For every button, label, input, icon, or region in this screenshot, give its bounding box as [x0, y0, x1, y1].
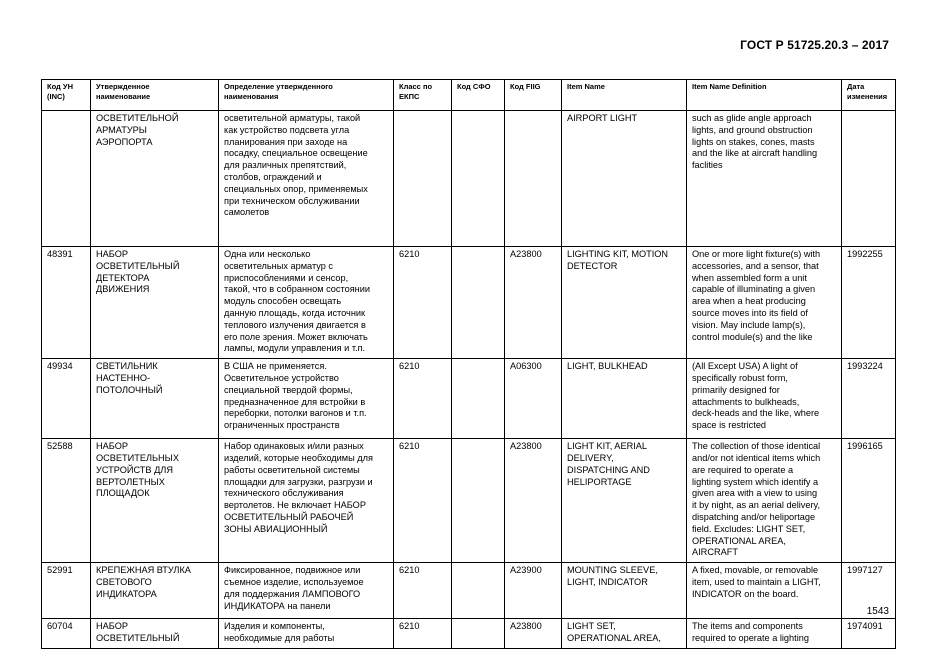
cell-line: ИНДИКАТОРА на панели [224, 600, 331, 611]
cell-line: primarily designed for [692, 384, 780, 395]
cell-line: планирования при заходе на [224, 136, 348, 147]
cell-line: AIRPORT LIGHT [567, 113, 638, 123]
change-date-cell: 1993224 [842, 359, 896, 439]
cell-line: Одна или несколько [224, 249, 311, 259]
cell-line: при техническом обслуживании [224, 195, 360, 206]
cell-line: HELIPORTAGE [567, 476, 632, 487]
cell-line: accessories, and a sensor, that [692, 260, 819, 271]
sfo-cell [452, 359, 505, 439]
inc-cell: 52991 [42, 563, 91, 619]
header-line: ЕКПС [399, 92, 420, 101]
cell-line: deck-heads and the like, where [692, 408, 820, 419]
table-header-row [42, 80, 896, 111]
cell-line: DETECTOR [567, 260, 618, 271]
header-line: наименования [224, 92, 279, 101]
fsc-cell: 6210 [394, 619, 452, 649]
sfo-cell [452, 247, 505, 359]
cell-line: LIGHT KIT, AERIAL [567, 441, 647, 452]
cell-line: самолетов [224, 207, 270, 218]
cell-line: для поддержания ЛАМПОВОГО [224, 588, 361, 599]
inc-cell: 49934 [42, 359, 91, 439]
cell-line: vision. May include lamp(s), [692, 319, 806, 330]
cell-line: ЗОНЫ АВИАЦИОННЫЙ [224, 523, 328, 534]
fsc-cell: 6210 [394, 359, 452, 439]
table-row [42, 439, 896, 563]
change-date-cell: 1996165 [842, 439, 896, 563]
cell-line: when assembled form a unit [692, 272, 807, 283]
approved-name-cell [91, 247, 219, 359]
header-item-name [562, 80, 687, 111]
change-date-cell [842, 111, 896, 247]
cell-line: OPERATIONAL AREA, [692, 535, 786, 546]
cell-line: как устройство подсвета угла [224, 124, 350, 135]
document-header: ГОСТ Р 51725.20.3 – 2017 [740, 38, 889, 52]
sfo-cell [452, 563, 505, 619]
cell-line: УСТРОЙСТВ ДЛЯ [96, 464, 173, 475]
cell-line: ОСВЕТИТЕЛЬНОЙ [96, 113, 179, 123]
definition-cell [219, 439, 394, 563]
cell-line: площадки для загрузки, разгрузи и [224, 476, 373, 487]
cell-line: НАСТЕННО- [96, 372, 151, 383]
fiig-cell: A06300 [505, 359, 562, 439]
cell-line: В США не применяется. [224, 361, 327, 372]
header-line: Утвержденное [96, 82, 150, 91]
cell-line: dispatching and/or heliportage [692, 511, 816, 522]
header-line: Item Name [567, 82, 605, 91]
cell-line: работы осветительной системы [224, 464, 360, 475]
cell-line: INDICATOR on the board. [692, 588, 799, 599]
table-row [42, 111, 896, 247]
cell-line: ПЛОЩАДОК [96, 488, 150, 499]
cell-line: are required to operate a [692, 464, 794, 475]
approved-name-cell [91, 439, 219, 563]
cell-line: СВЕТИЛЬНИК [96, 361, 158, 372]
cell-line: АЭРОПОРТА [96, 136, 153, 147]
fiig-cell: A23900 [505, 563, 562, 619]
cell-line: LIGHT, BULKHEAD [567, 361, 648, 372]
cell-line: специальных опор, применяемых [224, 183, 368, 194]
approved-name-cell [91, 619, 219, 649]
cell-line: control module(s) and the like [692, 331, 813, 342]
cell-line: такой, что в собранном состоянии [224, 284, 371, 295]
cell-line: it by night, as an aerial delivery, [692, 500, 821, 511]
cell-line: given area with a view to using [692, 488, 818, 499]
cell-line: DISPATCHING AND [567, 464, 650, 475]
cell-line: предназначенное для встройки в [224, 396, 366, 407]
header-line: Item Name Definition [692, 82, 767, 91]
approved-name-cell [91, 359, 219, 439]
cell-line: съемное изделие, используемое [224, 576, 364, 587]
item-name-cell [562, 247, 687, 359]
cell-line: ОСВЕТИТЕЛЬНЫХ [96, 452, 179, 463]
item-name-cell [562, 439, 687, 563]
cell-line: item, used to maintain a LIGHT, [692, 576, 821, 587]
table-row [42, 619, 896, 649]
cell-line: СВЕТОВОГО [96, 576, 152, 587]
cell-line: LIGHTING KIT, MOTION [567, 249, 669, 259]
item-definition-cell [687, 439, 842, 563]
table-row [42, 359, 896, 439]
header-line: Класс по [399, 82, 433, 91]
header-fsc [394, 80, 452, 111]
cell-line: attachments to bulkheads, [692, 396, 800, 407]
table-body [42, 111, 896, 649]
cell-line: осветительных арматур с [224, 260, 334, 271]
sfo-cell [452, 111, 505, 247]
item-definition-cell [687, 247, 842, 359]
cell-line: изделий, которые необходимы для [224, 452, 373, 463]
table-row [42, 563, 896, 619]
item-definition-cell [687, 563, 842, 619]
page-number: 1543 [866, 606, 889, 617]
cell-line: MOUNTING SLEEVE, [567, 565, 658, 576]
inc-cell [42, 111, 91, 247]
header-line: (INC) [47, 92, 65, 101]
cell-line: Фиксированное, подвижное или [224, 565, 361, 576]
change-date-cell: 1974091 [842, 619, 896, 649]
cell-line: capable of illuminating a given [692, 284, 816, 295]
cell-line: технического обслуживания [224, 488, 344, 499]
cell-line: необходимые для работы [224, 632, 335, 643]
cell-line: The collection of those identical [692, 441, 821, 452]
cell-line: OPERATIONAL AREA, [567, 632, 661, 643]
definition-cell [219, 563, 394, 619]
cell-line: lights, and ground obstruction [692, 124, 813, 135]
definition-cell [219, 111, 394, 247]
header-line: Определение утвержденного [224, 82, 333, 91]
inc-cell: 60704 [42, 619, 91, 649]
header-line: изменения [847, 92, 888, 101]
fiig-cell: A23800 [505, 439, 562, 563]
header-definition [219, 80, 394, 111]
item-definition-cell [687, 359, 842, 439]
definition-cell [219, 247, 394, 359]
cell-line: faclities [692, 160, 723, 171]
cell-line: приспособлениями и сенсор, [224, 272, 349, 283]
cell-line: ограниченных пространств [224, 420, 340, 431]
header-date [842, 80, 896, 111]
cell-line: The items and components [692, 621, 803, 632]
cell-line: Набор одинаковых и/или разных [224, 441, 364, 452]
cell-line: специальной твердой формы, [224, 384, 353, 395]
cell-line: such as glide angle approach [692, 113, 812, 123]
change-date-cell: 1997127 [842, 563, 896, 619]
cell-line: теплового излучения двигается в [224, 319, 366, 330]
header-line: Код СФО [457, 82, 491, 91]
cell-line: для различных препятствий, [224, 160, 347, 171]
sfo-cell [452, 619, 505, 649]
inc-cell: 48391 [42, 247, 91, 359]
cell-line: столбов, ограждений и [224, 171, 322, 182]
nomenclature-table [41, 79, 896, 649]
definition-cell [219, 359, 394, 439]
cell-line: переборки, потолки вагонов и т.п. [224, 408, 367, 419]
fsc-cell: 6210 [394, 563, 452, 619]
cell-line: AIRCRAFT [692, 547, 738, 558]
cell-line: field. Excludes: LIGHT SET, [692, 523, 806, 534]
fiig-cell [505, 111, 562, 247]
header-sfo [452, 80, 505, 111]
item-name-cell [562, 619, 687, 649]
cell-line: LIGHT SET, [567, 621, 616, 632]
cell-line: LIGHT, INDICATOR [567, 576, 648, 587]
cell-line: КРЕПЕЖНАЯ ВТУЛКА [96, 565, 191, 576]
item-definition-cell [687, 111, 842, 247]
sfo-cell [452, 439, 505, 563]
cell-line: One or more light fixture(s) with [692, 249, 821, 259]
cell-line: source moves into its field of [692, 307, 808, 318]
fiig-cell: A23800 [505, 619, 562, 649]
cell-line: lighting system which identify a [692, 476, 819, 487]
cell-line: (All Except USA) A light of [692, 361, 798, 372]
header-item-definition [687, 80, 842, 111]
fsc-cell [394, 111, 452, 247]
cell-line: ДВИЖЕНИЯ [96, 284, 150, 295]
cell-line: ДЕТЕКТОРА [96, 272, 150, 283]
header-line: Код УН [47, 82, 73, 91]
cell-line: ИНДИКАТОРА [96, 588, 157, 599]
header-name [91, 80, 219, 111]
cell-line: ПОТОЛОЧНЫЙ [96, 384, 163, 395]
cell-line: Осветительное устройство [224, 372, 339, 383]
item-name-cell [562, 111, 687, 247]
cell-line: and/or not identical items which [692, 452, 821, 463]
header-inc [42, 80, 91, 111]
cell-line: ВЕРТОЛЕТНЫХ [96, 476, 165, 487]
cell-line: АРМАТУРЫ [96, 124, 147, 135]
cell-line: вертолетов. Не включает НАБОР [224, 500, 366, 511]
table-row [42, 247, 896, 359]
item-name-cell [562, 359, 687, 439]
cell-line: НАБОР [96, 621, 128, 632]
cell-line: specifically robust form, [692, 372, 788, 383]
cell-line: space is restricted [692, 420, 767, 431]
fsc-cell: 6210 [394, 439, 452, 563]
cell-line: Изделия и компоненты, [224, 621, 325, 632]
header-line: Дата [847, 82, 865, 91]
item-name-cell [562, 563, 687, 619]
cell-line: данную площадь, когда источник [224, 307, 366, 318]
inc-cell: 52588 [42, 439, 91, 563]
cell-line: лампы, модули управления и т.п. [224, 343, 366, 354]
cell-line: НАБОР [96, 441, 128, 452]
header-line: наименование [96, 92, 151, 101]
cell-line: A fixed, movable, or removable [692, 565, 819, 576]
cell-line: ОСВЕТИТЕЛЬНЫЙ РАБОЧЕЙ [224, 511, 354, 522]
cell-line: посадку, специальное освещение [224, 148, 368, 159]
cell-line: модуль способен освещать [224, 296, 342, 307]
cell-line: area when a heat producing [692, 296, 806, 307]
fiig-cell: A23800 [505, 247, 562, 359]
fsc-cell: 6210 [394, 247, 452, 359]
cell-line: DELIVERY, [567, 452, 614, 463]
cell-line: ОСВЕТИТЕЛЬНЫЙ [96, 632, 180, 643]
approved-name-cell [91, 563, 219, 619]
cell-line: and the like at aircraft handling [692, 148, 818, 159]
cell-line: ОСВЕТИТЕЛЬНЫЙ [96, 260, 180, 271]
approved-name-cell [91, 111, 219, 247]
header-line: Код FIIG [510, 82, 541, 91]
change-date-cell: 1992255 [842, 247, 896, 359]
definition-cell [219, 619, 394, 649]
item-definition-cell [687, 619, 842, 649]
cell-line: lights on stakes, cones, masts [692, 136, 815, 147]
cell-line: required to operate a lighting [692, 632, 809, 643]
header-fiig [505, 80, 562, 111]
cell-line: его поле зрения. Может включать [224, 331, 368, 342]
cell-line: НАБОР [96, 249, 128, 259]
cell-line: осветительной арматуры, такой [224, 113, 361, 123]
